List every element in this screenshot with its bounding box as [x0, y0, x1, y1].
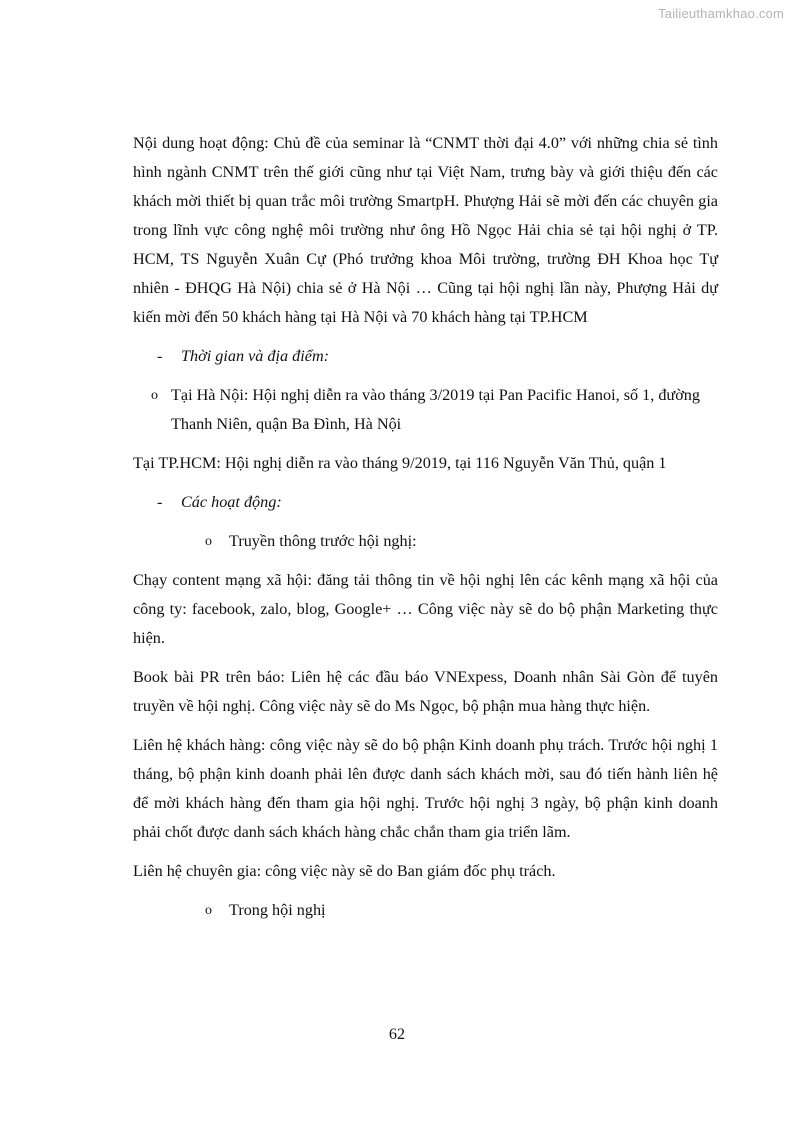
list-item-hanoi [133, 381, 718, 439]
list-item-time-place [133, 342, 718, 371]
paragraph-customers: Liên hệ khách hàng: công việc này sẽ do bộ phận Kinh doanh phụ trách. Trước hội nghị 1 tháng, bộ phận kinh doanh phải lên được danh sách khách mời, sau đó tiến hành liên hệ để mời khách hàng đến tham gia hội nghị. Trước hội nghị 3 ngày, bộ phận kinh doanh phải chốt được danh sách khách hàng chắc chắn tham gia triển lãm. [133, 736, 718, 841]
activities-heading: Các hoạt động: [181, 493, 282, 511]
paragraph-pr-articles: Book bài PR trên báo: Liên hệ các đầu báo VNExpess, Doanh nhân Sài Gòn để tuyên truyền về hội nghị. Công việc này sẽ do Ms Ngọc, bộ phận mua hàng thực hiện. [133, 668, 718, 715]
paragraph-social-media: Chạy content mạng xã hội: đăng tải thông tin về hội nghị lên các kênh mạng xã hội của công ty: facebook, zalo, blog, Google+ … Công việc này sẽ do bộ phận Marketing thực hiện. [133, 571, 718, 647]
dash-bullet: - [157, 493, 163, 511]
time-place-heading: Thời gian và địa điểm: [181, 347, 330, 365]
circle-bullet: o [151, 388, 158, 403]
pre-conference-text: Truyền thông trước hội nghị: [229, 532, 417, 550]
dash-bullet: - [157, 347, 163, 365]
circle-bullet: o [205, 903, 212, 918]
during-conference-text: Trong hội nghị [229, 901, 326, 919]
circle-bullet: o [205, 534, 212, 549]
paragraph-hcm: Tại TP.HCM: Hội nghị diễn ra vào tháng 9/2019, tại 116 Nguyễn Văn Thủ, quận 1 [133, 454, 667, 472]
watermark: Tailieuthamkhao.com [658, 6, 784, 21]
paragraph-experts: Liên hệ chuyên gia: công việc này sẽ do Ban giám đốc phụ trách. [133, 862, 556, 880]
hanoi-text: Tại Hà Nội: Hội nghị diễn ra vào tháng 3/2019 tại Pan Pacific Hanoi, số 1, đường Thanh Niên, quận Ba Đình, Hà Nội [171, 386, 700, 433]
page-number: 62 [388, 1025, 406, 1043]
list-item-activities [133, 488, 718, 517]
document-body [133, 129, 718, 935]
list-item-pre-conference [133, 527, 718, 556]
list-item-during-conference [133, 896, 718, 925]
paragraph-content-description: Nội dung hoạt động: Chủ đề của seminar là “CNMT thời đại 4.0” với những chia sẻ tình hình ngành CNMT trên thế giới cũng như tại Việt Nam, trưng bày và giới thiệu đến các khách mời thiết bị quan trắc môi trường SmartpH. Phượng Hải sẽ mời đến các chuyên gia trong lĩnh vực công nghệ môi trường như ông Hồ Ngọc Hải chia sẻ tại hội nghị ở TP. HCM, TS Nguyễn Xuân Cự (Phó trưởng khoa Môi trường, trường ĐH Khoa học Tự nhiên - ĐHQG Hà Nội) chia sẻ ở Hà Nội … Cũng tại hội nghị lần này, Phượng Hải dự kiến mời đến 50 khách hàng tại Hà Nội và 70 khách hàng tại TP.HCM [133, 134, 718, 326]
